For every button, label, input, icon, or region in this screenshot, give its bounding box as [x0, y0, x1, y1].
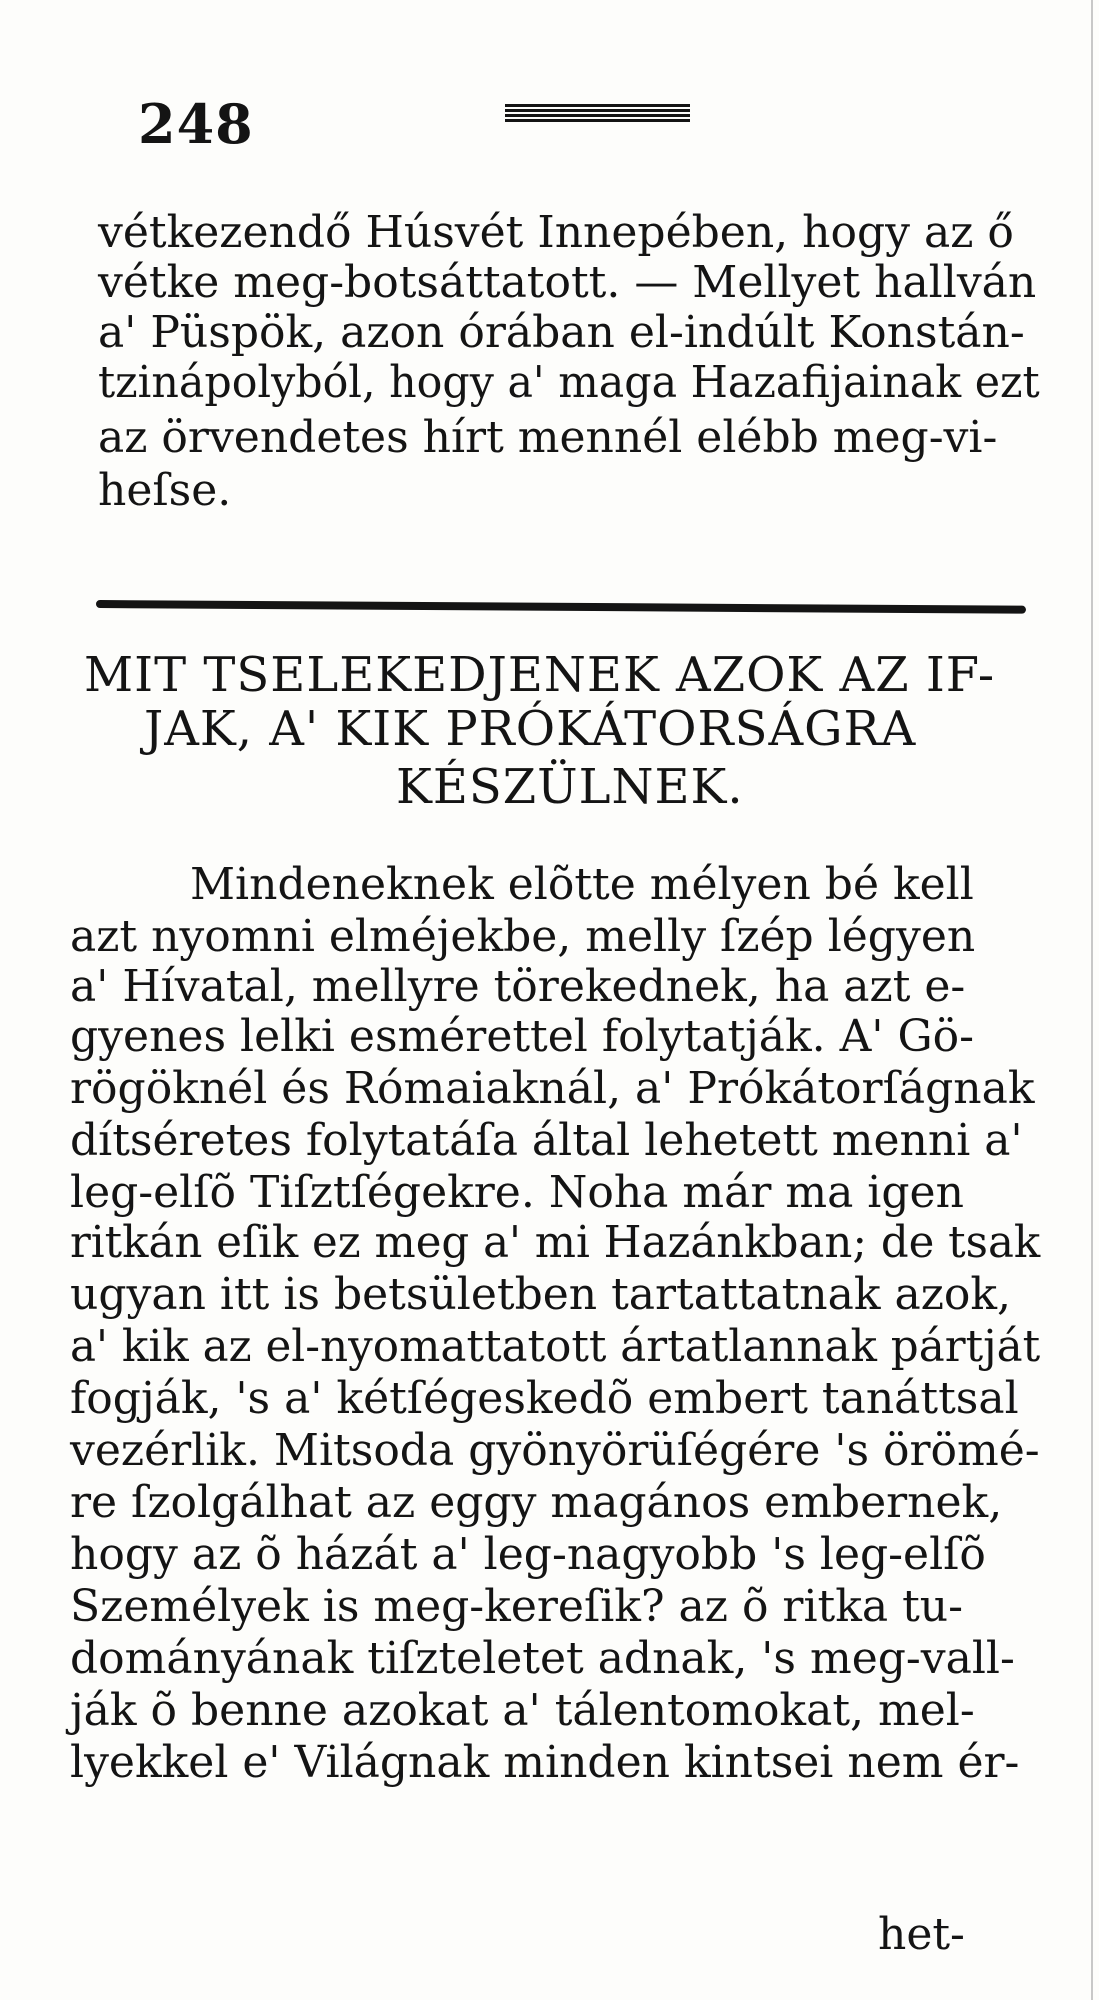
text-line: heſse.	[98, 465, 232, 516]
text-line: vétke meg-botsáttatott. — Mellyet hallván	[98, 257, 1037, 308]
text-line: vétkezendő Húsvét Innepében, hogy az ő	[98, 207, 1014, 258]
section-heading-line: JAK, A' KIK PRÓKÁTORSÁGRA	[144, 701, 917, 757]
text-line: fogják, 's a' kétſégeskedõ embert tanáttsal	[70, 1373, 1019, 1424]
scan-edge	[1091, 0, 1093, 2000]
catchword: het-	[878, 1909, 965, 1960]
text-line: ják õ benne azokat a' tálentomokat, mel-	[70, 1685, 975, 1736]
text-line: a' Püspök, azon órában el-indúlt Konstán-	[98, 307, 1025, 358]
text-line: gyenes lelki esmérettel folytatják. A' Gö-	[70, 1011, 974, 1062]
text-line: Személyek is meg-kereſik? az õ ritka tu-	[70, 1581, 963, 1632]
text-line: Mindeneknek elõtte mélyen bé kell	[190, 859, 974, 910]
text-line: a' Hívatal, mellyre törekednek, ha azt e-	[70, 961, 966, 1012]
text-line: a' kik az el-nyomattatott ártatlannak pártját	[70, 1321, 1041, 1372]
text-line: rögöknél és Rómaiaknál, a' Prókátorſágnak	[70, 1063, 1035, 1114]
text-line: dományának tiſzteletet adnak, 's meg-vall-	[70, 1633, 1015, 1684]
text-line: hogy az õ házát a' leg-nagyobb 's leg-elſõ	[70, 1529, 986, 1580]
text-line: ritkán eſik ez meg a' mi Hazánkban; de tsak	[70, 1217, 1041, 1268]
text-line: ugyan itt is betsületben tartattatnak azok,	[70, 1269, 1012, 1320]
text-line: lyekkel e' Világnak minden kintsei nem ér-	[70, 1737, 1020, 1788]
text-line: azt nyomni elméjekbe, melly ſzép légyen	[70, 911, 976, 962]
section-heading-line: MIT TSELEKEDJENEK AZOK AZ IF-	[84, 647, 996, 703]
section-divider	[96, 600, 1026, 614]
header-rule	[505, 104, 690, 122]
text-line: re ſzolgálhat az eggy magános embernek,	[70, 1477, 1003, 1528]
page-number: 248	[138, 92, 254, 156]
section-heading-line: KÉSZÜLNEK.	[396, 759, 744, 815]
text-line: vezérlik. Mitsoda gyönyörüſégére 's örömé-	[70, 1425, 1040, 1476]
text-line: tzinápolyból, hogy a' maga Hazafijainak ezt	[98, 357, 1040, 408]
text-line: leg-elſõ Tiſztſégekre. Noha már ma igen	[70, 1167, 964, 1218]
text-line: az örvendetes hírt mennél elébb meg-vi-	[98, 412, 998, 463]
text-line: dítséretes folytatáſa által lehetett menni a'	[70, 1115, 1023, 1166]
